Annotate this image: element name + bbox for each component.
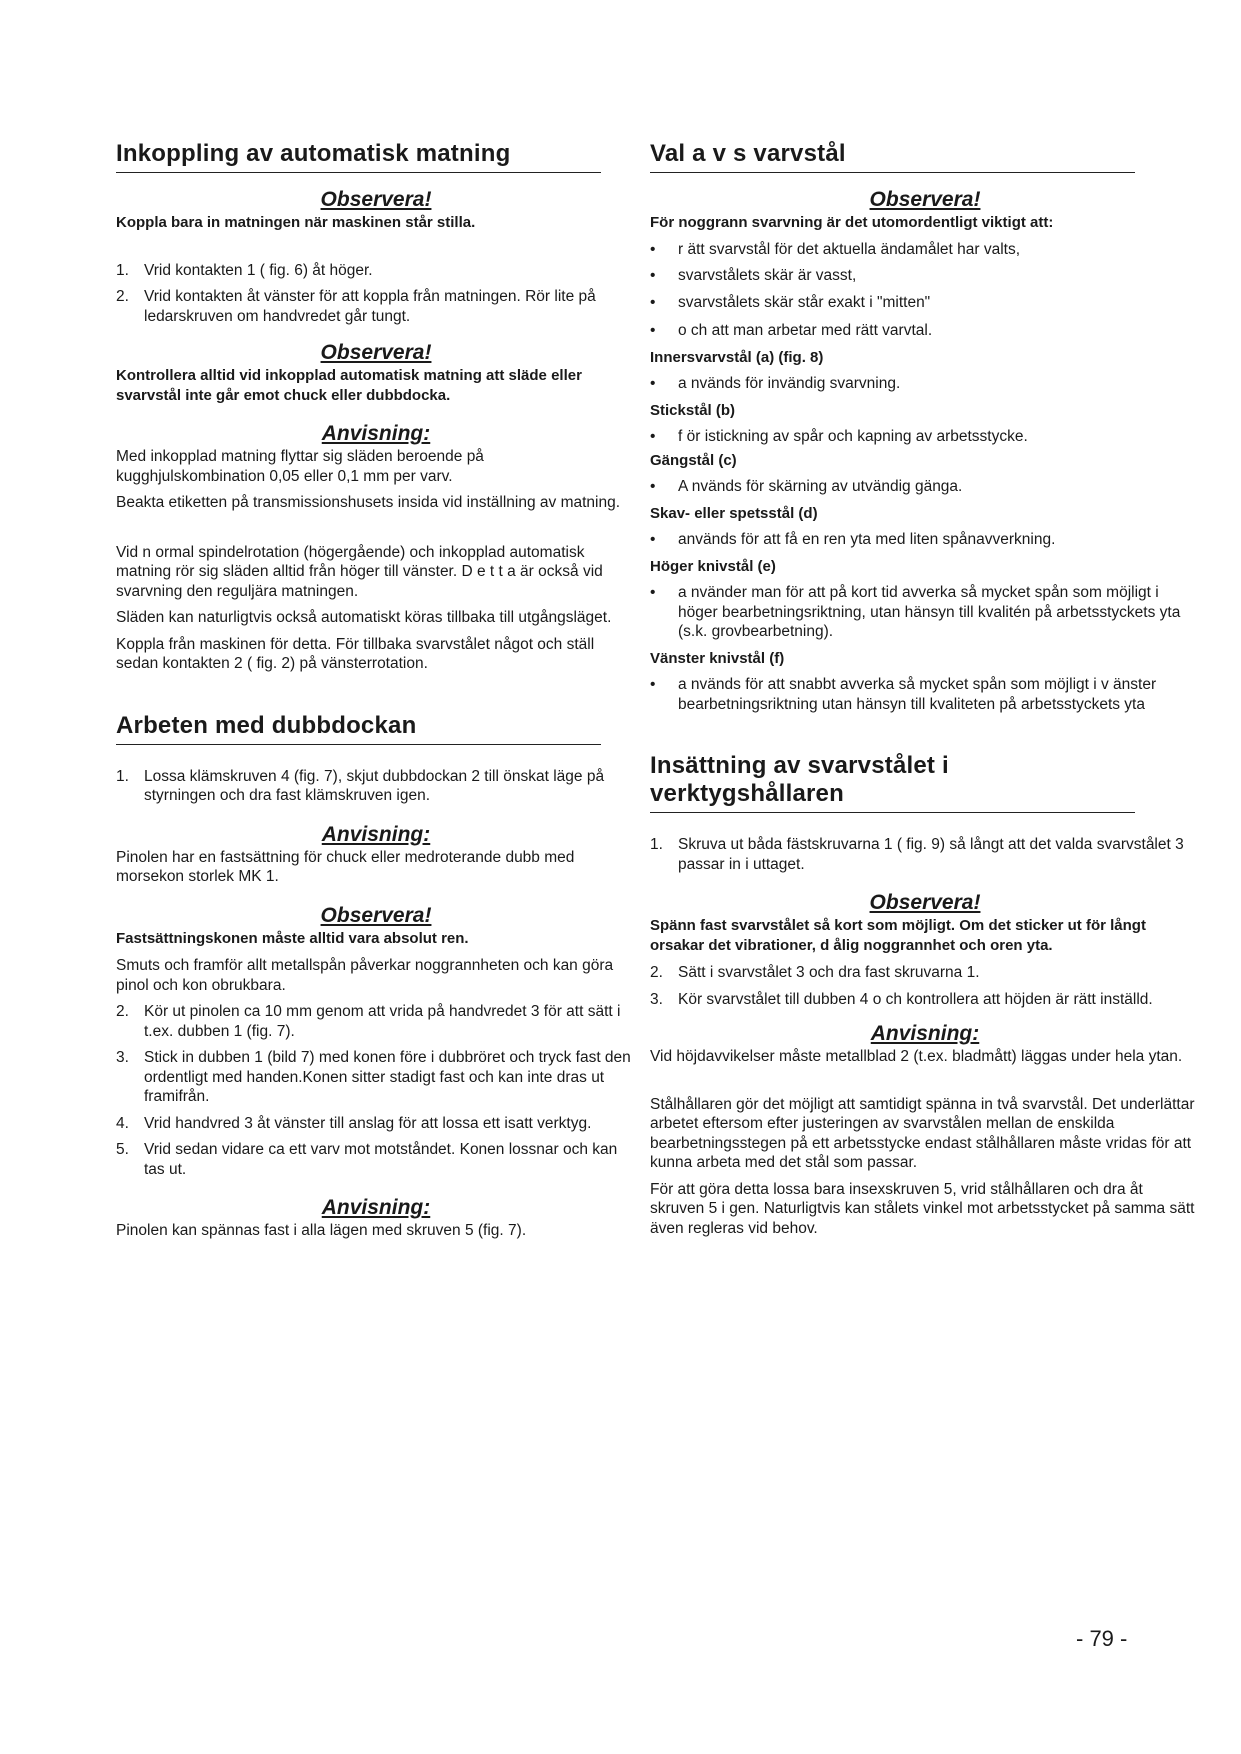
list-item-text: r ätt svarvstål för det aktuella ändamålet har valts, (678, 240, 1021, 258)
step-text: Stick in dubben 1 (bild 7) med konen före i dubbröret och tryck fast den ordentligt med handen.Konen sitter stadigt fast och kan inte dras ut framifrån. (144, 1049, 631, 1105)
step-number: 4. (116, 1114, 129, 1132)
hint-heading: Anvisning: (321, 822, 431, 846)
hint-heading: Anvisning: (870, 1022, 980, 1045)
list-item (650, 266, 1200, 286)
list-item (650, 477, 1200, 497)
list-item-text: a nvänds för att snabbt avverka så mycket spån som möjligt i v änster bearbetningsriktning utan hänsyn till kvaliteten på arbetsstyckets yta (678, 676, 1157, 713)
step-text: Sätt i svarvstålet 3 och dra fast skruvarna 1. (678, 964, 980, 981)
body-paragraph: Släden kan naturligtvis också automatiskt köras tillbaka till utgångsläget. (116, 609, 612, 626)
body-paragraph: Koppla från maskinen för detta. För tillbaka svarvstålet något och ställ sedan kontakten 2 ( fig. 2) på vänsterrotation. (116, 635, 595, 672)
body-paragraph: Vid n ormal spindelrotation (högergående) och inkopplad automatisk matning rör sig släden alltid från höger till vänster. D e t t a är också vid svarvning den reguljära matningen. (116, 543, 603, 600)
list-item (650, 321, 1200, 341)
section-title-tailstock: Arbeten med dubbdockan (116, 712, 601, 745)
step-item (116, 1048, 636, 1107)
hint-text: Pinolen kan spännas fast i alla lägen med skruven 5 (fig. 7). (116, 1222, 527, 1239)
list-item (650, 240, 1200, 260)
step-item (650, 990, 1200, 1010)
notice-text: Kontrollera alltid vid inkopplad automatisk matning att släde eller svarvstål inte går emot chuck eller dubbdocka. (116, 367, 582, 404)
tool-heading: Stickstål (b) (650, 401, 736, 419)
list-item-text: används för att få en ren yta med liten spånavverkning. (678, 531, 1056, 548)
bullet: • (650, 322, 656, 339)
step-item (116, 1114, 636, 1134)
step-number: 3. (650, 990, 663, 1008)
section-title-tool-insertion: Insättning av svarvstålet i verktygshållaren (650, 752, 1135, 813)
bullet: • (650, 375, 656, 392)
step-item (116, 261, 636, 281)
bullet: • (650, 267, 656, 284)
body-paragraph: Stålhållaren gör det möjligt att samtidigt spänna in två svarvstål. Det underlättar arbetet eftersom efter justeringen av svarvstålen mellan de enskilda bearbetningsstegen på ett arbetsstycke endast stålhållaren måste vridas för att kunna arbeta med det stål som passar. (650, 1095, 1195, 1171)
step-number: 1. (650, 836, 663, 853)
list-item-text: a nvänds för invändig svarvning. (678, 375, 901, 392)
notice-text: För noggrann svarvning är det utomordentligt viktigt att: (650, 214, 1054, 231)
body-paragraph: Smuts och framför allt metallspån påverkar noggrannheten och kan göra pinol och kon obrukbara. (116, 957, 614, 994)
bullet: • (650, 676, 656, 693)
step-item (116, 1002, 636, 1041)
notice-heading: Observera! (869, 891, 981, 914)
tool-heading: Gängstål (c) (650, 451, 737, 469)
tool-heading: Skav- eller spetsstål (d) (650, 504, 818, 522)
bullet: • (650, 293, 656, 311)
page-number: - 79 - (1076, 1626, 1128, 1651)
step-item (650, 963, 1200, 983)
step-number: 1. (116, 261, 129, 279)
hint-text: Vid höjdavvikelser måste metallblad 2 (t.ex. bladmått) läggas under hela ytan. (650, 1048, 1183, 1065)
list-item-text: o ch att man arbetar med rätt varvtal. (678, 322, 933, 339)
notice-text: Spänn fast svarvstålet så kort som möjligt. Om det sticker ut för långt orsakar det vibrationer, d ålig noggrannhet och oren yta. (650, 917, 1146, 954)
step-text: Skruva ut båda fästskruvarna 1 ( fig. 9) så långt att det valda svarvstålet 3 passar in i uttaget. (678, 836, 1184, 873)
step-item (116, 1140, 636, 1179)
list-item (650, 675, 1200, 714)
bullet: • (650, 531, 656, 548)
hint-heading: Anvisning: (321, 1196, 431, 1219)
step-item (116, 767, 636, 806)
hint-heading: Anvisning: (321, 422, 431, 445)
list-item (650, 427, 1200, 447)
list-item-text: A nvänds för skärning av utvändig gänga. (678, 478, 963, 495)
notice-text: Fastsättningskonen måste alltid vara absolut ren. (116, 929, 469, 947)
step-text: Vrid kontakten åt vänster för att koppla från matningen. Rör lite på ledarskruven om handvredet går tungt. (144, 288, 596, 325)
hint-text: Beakta etiketten på transmissionshusets insida vid inställning av matning. (116, 494, 621, 511)
list-item-text: svarvstålets skär står exakt i "mitten" (678, 293, 931, 311)
step-text: Kör svarvstålet till dubben 4 o ch kontrollera att höjden är rätt inställd. (678, 990, 1153, 1008)
notice-text: Koppla bara in matningen när maskinen står stilla. (116, 214, 476, 231)
list-item-text: a nvänder man för att på kort tid avverka så mycket spån som möjligt i höger bearbetningsriktning, utan hänsyn till kvalitén på arbetsstyckets yta (s.k. grovbearbetning). (678, 584, 1181, 640)
notice-heading: Observera! (320, 341, 432, 364)
bullet: • (650, 478, 656, 495)
notice-heading: Observera! (320, 903, 432, 927)
step-number: 2. (116, 288, 129, 305)
section-title-tool-choice: Val a v s varvstål (650, 140, 1135, 173)
list-item (650, 374, 1200, 394)
bullet: • (650, 240, 656, 258)
bullet: • (650, 584, 656, 601)
section-title-automatic-feed: Inkoppling av automatisk matning (116, 140, 601, 173)
notice-heading: Observera! (869, 188, 981, 211)
list-item (650, 293, 1200, 313)
step-number: 5. (116, 1141, 129, 1158)
right-column (650, 140, 1200, 1238)
step-text: Vrid handvred 3 åt vänster till anslag för att lossa ett isatt verktyg. (144, 1114, 592, 1132)
step-number: 2. (650, 964, 663, 981)
step-text: Vrid kontakten 1 ( fig. 6) åt höger. (144, 261, 373, 279)
bullet: • (650, 428, 656, 445)
hint-text: Pinolen har en fastsättning för chuck eller medroterande dubb med morsekon storlek MK 1. (116, 848, 575, 885)
step-item (116, 287, 636, 326)
step-number: 3. (116, 1049, 129, 1066)
step-number: 2. (116, 1003, 129, 1020)
hint-text: Med inkopplad matning flyttar sig släden beroende på kugghjulskombination 0,05 eller 0,1 mm per varv. (116, 448, 484, 485)
tool-heading: Vänster knivstål (f) (650, 649, 785, 667)
tool-heading: Innersvarvstål (a) (fig. 8) (650, 348, 824, 366)
step-text: Kör ut pinolen ca 10 mm genom att vrida på handvredet 3 för att sätt i t.ex. dubben 1 (fig. 7). (144, 1003, 621, 1040)
step-item (650, 835, 1200, 874)
notice-heading: Observera! (320, 188, 432, 211)
left-column (116, 140, 636, 1241)
body-paragraph: För att göra detta lossa bara insexskruven 5, vrid stålhållaren och dra åt skruven 5 i gen. Naturligtvis kan stålets vinkel mot arbetsstycket på samma sätt även regleras vid behov. (650, 1180, 1195, 1237)
list-item (650, 530, 1200, 550)
list-item (650, 583, 1200, 642)
tool-heading: Höger knivstål (e) (650, 557, 776, 575)
step-number: 1. (116, 767, 129, 785)
step-text: Lossa klämskruven 4 (fig. 7), skjut dubbdockan 2 till önskat läge på styrningen och dra fast klämskruven igen. (144, 767, 605, 804)
list-item-text: f ör istickning av spår och kapning av arbetsstycke. (678, 428, 1028, 445)
step-text: Vrid sedan vidare ca ett varv mot motståndet. Konen lossnar och kan tas ut. (144, 1141, 618, 1178)
list-item-text: svarvstålets skär är vasst, (678, 267, 857, 284)
